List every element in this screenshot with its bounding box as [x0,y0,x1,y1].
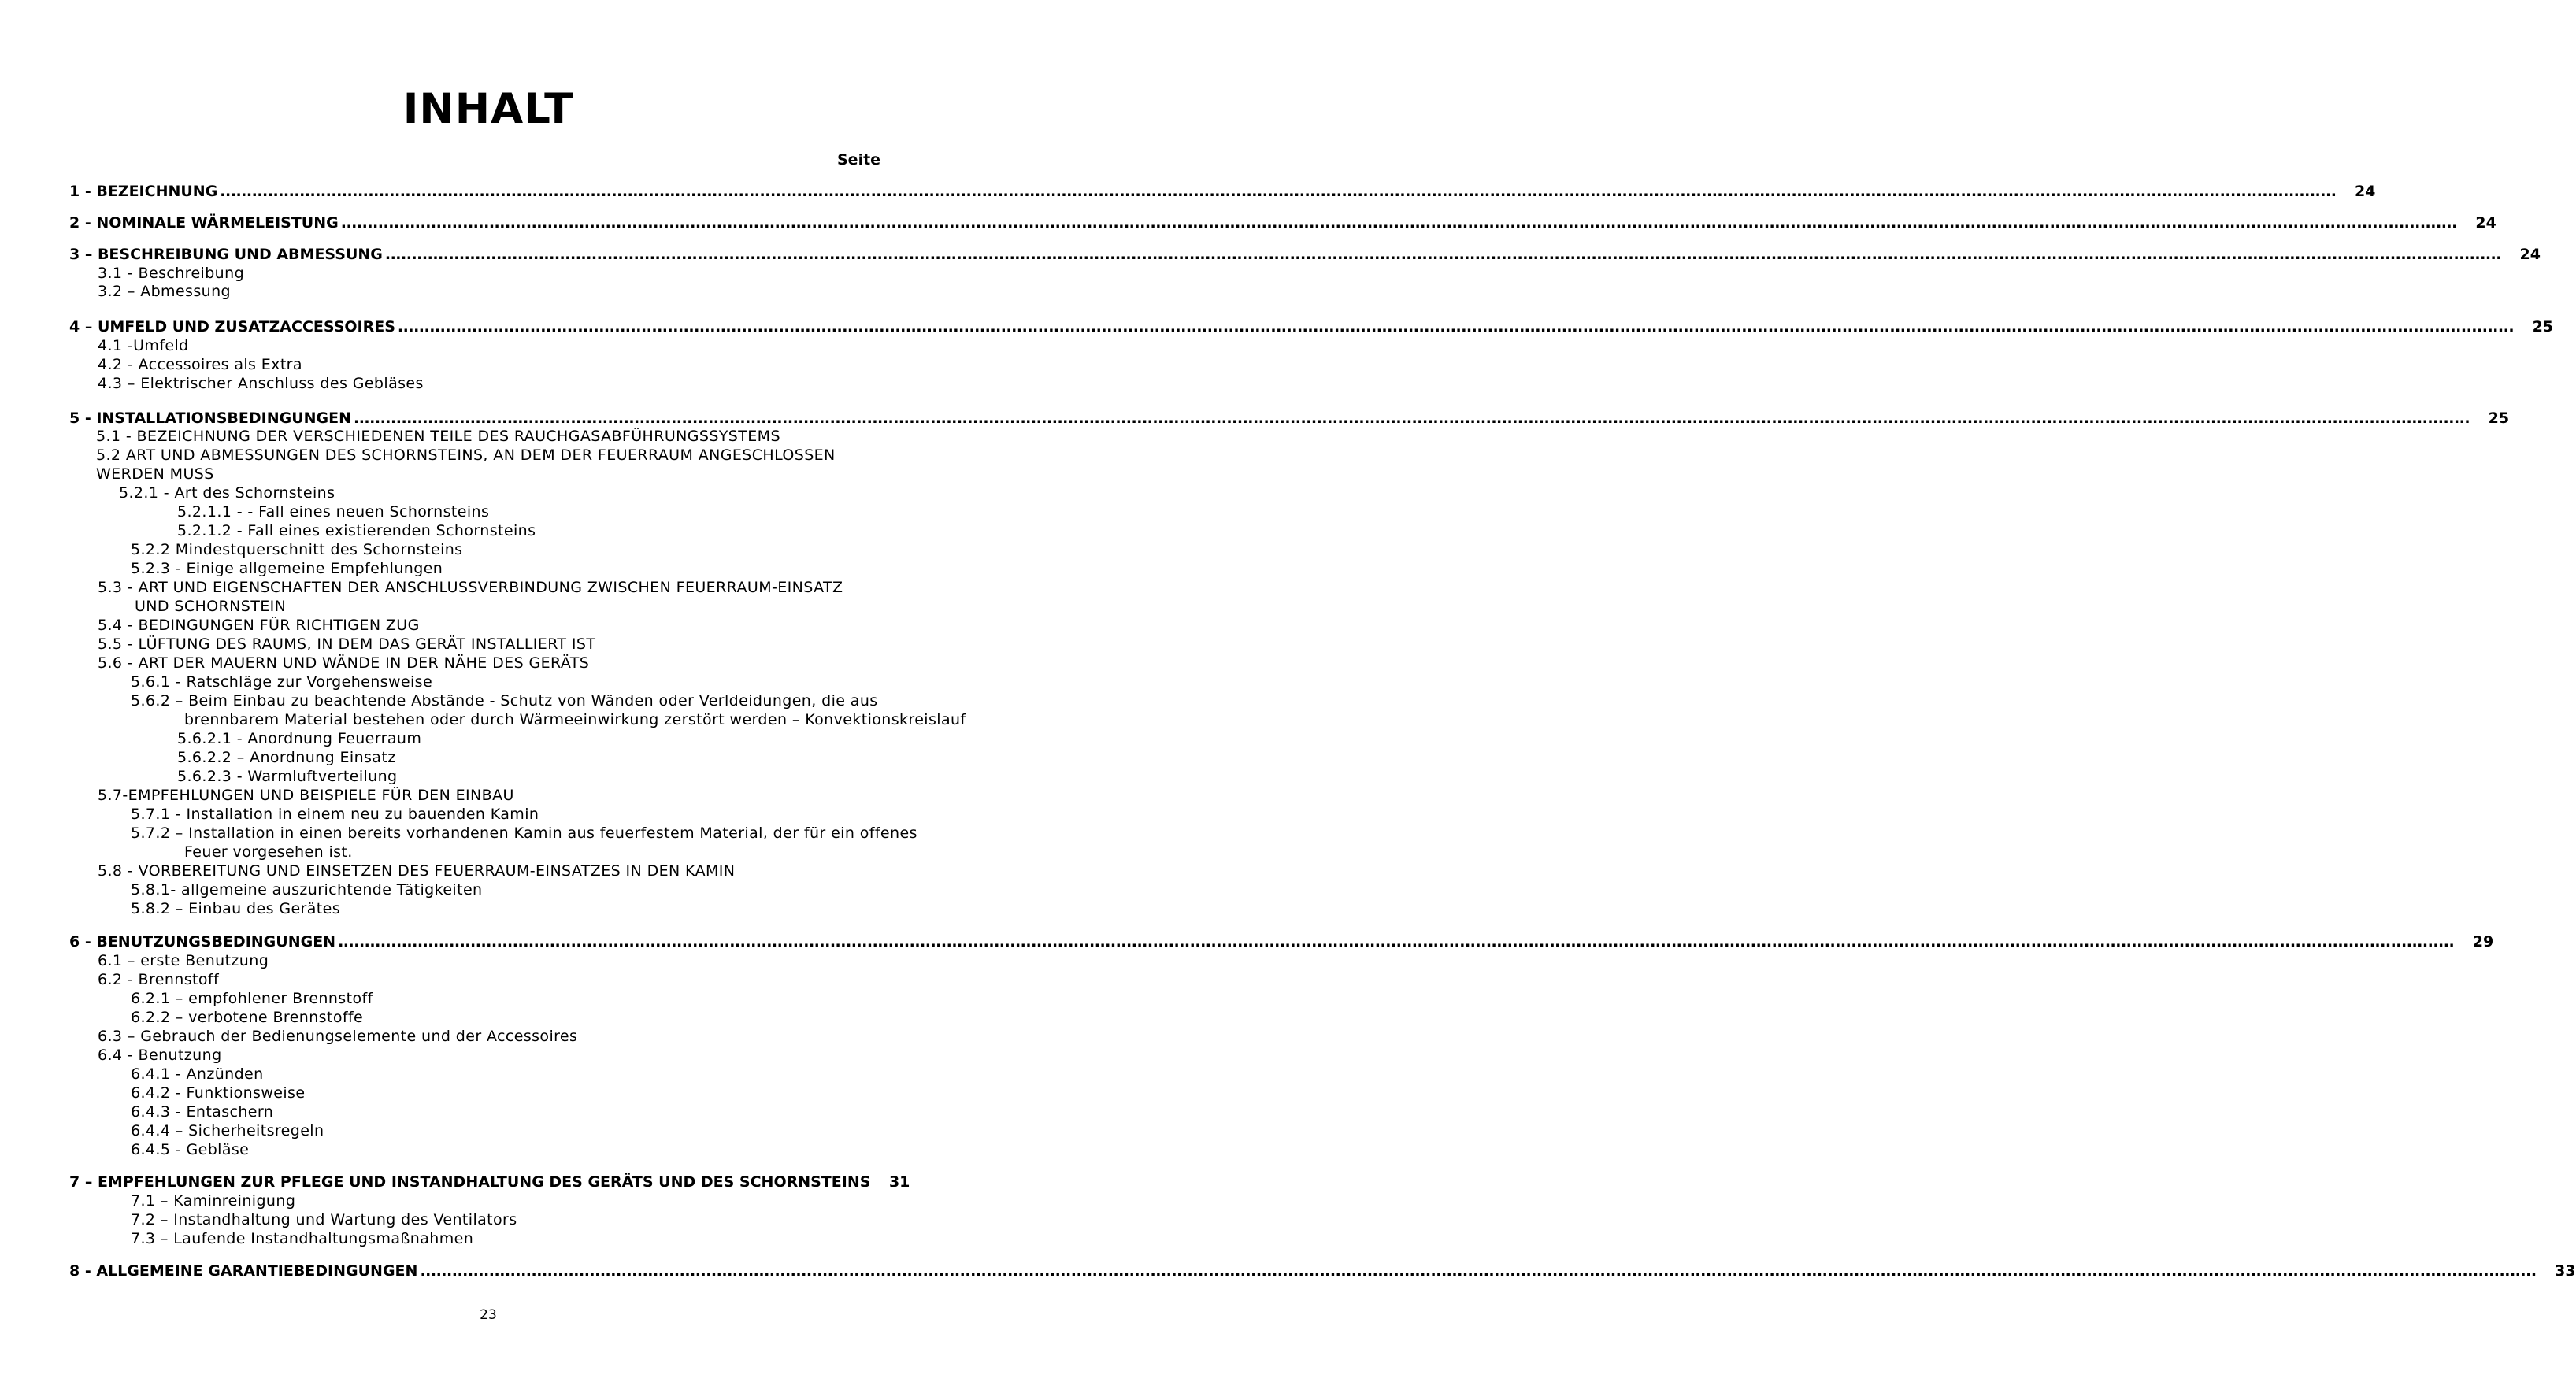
dot-leader: ................................................................................................................................................................................................................................................................................................................................................................................................................ [420,1262,2537,1280]
toc-entry-label: 1 - BEZEICHNUNG [69,183,218,200]
toc-entry-label: 5.2.1.2 - Fall eines existierenden Schornsteins [177,522,536,539]
toc-subentry [98,862,735,880]
toc-entry-label: 4 – UMFELD UND ZUSATZACCESSOIRES [69,318,395,335]
toc-page-number: 25 [2488,409,2510,427]
toc-entry-label: 6.4.1 - Anzünden [131,1065,264,1083]
toc-page-number: 24 [2354,183,2376,200]
toc-page-number: 25 [2532,318,2554,335]
page-title: INHALT [402,85,574,133]
toc-subentry [98,375,424,392]
toc-entry-label: 5.8 - VORBEREITUNG UND EINSETZEN DES FEUERRAUM-EINSATZES IN DEN KAMIN [98,862,736,880]
toc-entry-label: 7.3 – Laufende Instandhaltungsmaßnahmen [131,1230,474,1247]
toc-chapter-entry [69,214,2496,232]
toc-entry-label: 7.2 – Instandhaltung und Wartung des Ventilators [131,1211,517,1228]
toc-entry-label: WERDEN MUSS [96,465,214,483]
toc-page-number: 29 [2472,933,2494,950]
toc-subentry [96,446,836,464]
toc-subentry [131,990,373,1007]
toc-entry-label: 6.4.5 - Gebläse [131,1141,250,1158]
toc-subentry [131,1230,473,1247]
toc-subentry [184,843,353,861]
toc-subentry [131,1065,264,1083]
toc-entry-label: 6.1 – erste Benutzung [98,952,269,969]
toc-entry-label: 5.4 - BEDINGUNGEN FÜR RICHTIGEN ZUG [98,617,420,634]
toc-subentry [131,1084,305,1102]
toc-page-number: 24 [2519,246,2541,263]
toc-subentry [98,971,219,988]
toc-chapter-entry [69,246,2541,263]
dot-leader: ................................................................................................................................................................................................................................................................................................................................................................................................................ [397,318,2515,335]
toc-subentry [98,356,302,373]
toc-page-number: 24 [2475,214,2496,232]
toc-chapter-entry [69,409,2510,427]
toc-subentry [131,1009,363,1026]
toc-entry-label: 6.4 - Benutzung [98,1047,222,1064]
toc-subentry [131,881,482,898]
dot-leader: ................................................................................................................................................................................................................................................................................................................................................................................................................ [338,933,2455,950]
toc-entry-label: 5.3 - ART UND EIGENSCHAFTEN DER ANSCHLUSSVERBINDUNG ZWISCHEN FEUERRAUM-EINSATZ [98,579,843,596]
toc-entry-label: 7 – EMPFEHLUNGEN ZUR PFLEGE UND INSTANDHALTUNG DES GERÄTS UND DES SCHORNSTEINS [69,1173,871,1191]
toc-subentry [131,541,463,558]
toc-subentry [177,730,421,747]
toc-subentry [98,635,595,653]
toc-page-number: 31 [888,1173,910,1191]
toc-chapter-entry [69,318,2554,335]
toc-subentry [98,654,589,672]
toc-entry-label: 5.8.2 – Einbau des Gerätes [131,900,341,917]
toc-chapter-entry [69,183,2376,200]
toc-entry-label: 8 - ALLGEMEINE GARANTIEBEDINGUNGEN [69,1262,418,1280]
toc-entry-label: UND SCHORNSTEIN [135,598,287,615]
toc-entry-label: 5.7.2 – Installation in einen bereits vorhandenen Kamin aus feuerfestem Material, der für ein offenes [131,824,917,842]
toc-subentry [177,749,396,766]
toc-entry-label: 5.2 ART UND ABMESSUNGEN DES SCHORNSTEINS, AN DEM DER FEUERRAUM ANGESCHLOSSEN [96,446,836,464]
dot-leader: ................................................................................................................................................................................................................................................................................................................................................................................................................ [354,409,2470,427]
toc-subentry [131,1103,273,1121]
toc-entry-label: 4.3 – Elektrischer Anschluss des Gebläses [98,375,424,392]
toc-entry-label: 6.2.2 – verbotene Brennstoffe [131,1009,364,1026]
toc-entry-label: Feuer vorgesehen ist. [184,843,353,861]
toc-entry-label: 6.2 - Brennstoff [98,971,220,988]
toc-subentry [96,465,214,483]
dot-leader: ................................................................................................................................................................................................................................................................................................................................................................................................................ [384,246,2501,263]
toc-subentry [131,1211,517,1228]
toc-entry-label: 3 – BESCHREIBUNG UND ABMESSUNG [69,246,383,263]
toc-entry-label: 6.3 – Gebrauch der Bedienungselemente und der Accessoires [98,1028,578,1045]
toc-subentry [177,522,536,539]
toc-entry-label: 6 - BENUTZUNGSBEDINGUNGEN [69,933,336,950]
toc-subentry [98,1047,222,1064]
toc-entry-label: 6.4.3 - Entaschern [131,1103,274,1121]
toc-subentry [98,337,189,354]
toc-entry-label: 2 - NOMINALE WÄRMELEISTUNG [69,214,339,232]
toc-subentry [131,900,340,917]
toc-subentry [98,952,269,969]
toc-entry-label: 5.7.1 - Installation in einem neu zu bauenden Kamin [131,806,539,823]
toc-subentry [98,265,244,282]
dot-leader: ................................................................................................................................................................................................................................................................................................................................................................................................................ [220,183,2337,200]
toc-subentry [131,806,539,823]
toc-subentry [131,1141,249,1158]
toc-subentry [131,560,443,577]
toc-subentry [184,711,966,728]
toc-entry-label: 3.2 – Abmessung [98,283,231,300]
toc-entry-label: 5.2.2 Mindestquerschnitt des Schornsteins [131,541,463,558]
toc-subentry [131,1122,324,1139]
toc-entry-label: 6.4.2 - Funktionsweise [131,1084,306,1102]
toc-entry-label: 5.6.2 – Beim Einbau zu beachtende Abstände - Schutz von Wänden oder Verldeidungen, die aus [131,692,878,710]
toc-entry-label: brennbarem Material bestehen oder durch Wärmeeinwirkung zerstört werden – Konvektionskreislauf [184,711,966,728]
toc-entry-label: 5.6.2.1 - Anordnung Feuerraum [177,730,422,747]
toc-chapter-entry [69,1262,2576,1280]
toc-chapter-entry [69,933,2494,950]
toc-entry-label: 5.6.2.2 – Anordnung Einsatz [177,749,396,766]
toc-entry-label: 5 - INSTALLATIONSBEDINGUNGEN [69,409,351,427]
page-number: 23 [480,1307,497,1323]
toc-subentry [98,1028,577,1045]
toc-entry-label: 5.2.1.1 - - Fall eines neuen Schornsteins [177,503,490,521]
toc-subentry [131,692,878,710]
toc-subentry [135,598,286,615]
toc-subentry [119,484,335,502]
toc-subentry [177,503,489,521]
toc-subentry [96,428,780,445]
toc-subentry [98,283,231,300]
toc-entry-label: 5.6 - ART DER MAUERN UND WÄNDE IN DER NÄHE DES GERÄTS [98,654,590,672]
toc-entry-label: 5.2.3 - Einige allgemeine Empfehlungen [131,560,443,577]
toc-subentry [98,617,420,634]
toc-entry-label: 5.5 - LÜFTUNG DES RAUMS, IN DEM DAS GERÄT INSTALLIERT IST [98,635,596,653]
toc-entry-label: 6.2.1 – empfohlener Brennstoff [131,990,373,1007]
toc-subentry [98,579,843,596]
toc-entry-label: 5.2.1 - Art des Schornsteins [119,484,335,502]
toc-entry-label: 7.1 – Kaminreinigung [131,1192,296,1210]
toc-chapter-entry [69,1173,910,1191]
toc-subentry [131,824,917,842]
toc-entry-label: 4.1 -Umfeld [98,337,189,354]
toc-entry-label: 5.7-EMPFEHLUNGEN UND BEISPIELE FÜR DEN EINBAU [98,787,514,804]
toc-entry-label: 3.1 - Beschreibung [98,265,245,282]
toc-entry-label: 5.8.1- allgemeine auszurichtende Tätigkeiten [131,881,483,898]
toc-subentry [131,673,432,691]
toc-page-number: 33 [2555,1262,2576,1280]
dot-leader: ................................................................................................................................................................................................................................................................................................................................................................................................................ [340,214,2457,232]
page-column-label: Seite [837,151,881,169]
toc-subentry [98,787,514,804]
toc-subentry [131,1192,295,1210]
toc-entry-label: 4.2 - Accessoires als Extra [98,356,302,373]
toc-entry-label: 6.4.4 – Sicherheitsregeln [131,1122,324,1139]
toc-entry-label: 5.1 - BEZEICHNUNG DER VERSCHIEDENEN TEILE DES RAUCHGASABFÜHRUNGSSYSTEMS [96,428,780,445]
toc-subentry [177,768,398,785]
toc-entry-label: 5.6.1 - Ratschläge zur Vorgehensweise [131,673,433,691]
toc-entry-label: 5.6.2.3 - Warmluftverteilung [177,768,398,785]
